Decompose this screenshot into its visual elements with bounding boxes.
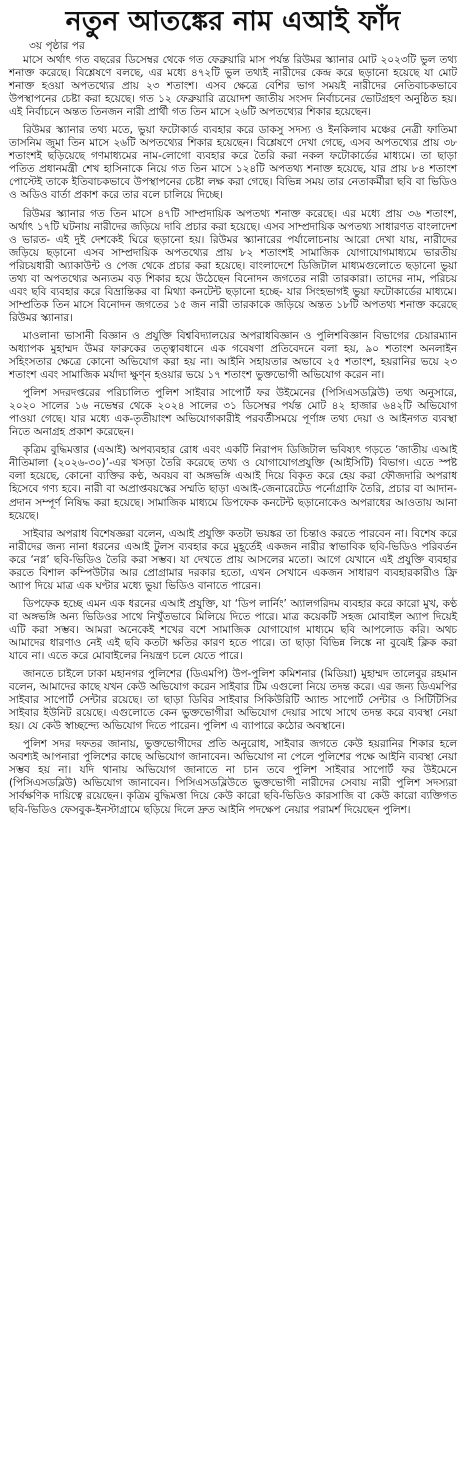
article-paragraph: মাওলানা ভাসানী বিজ্ঞান ও প্রযুক্তি বিশ্ববিদ্যালয়ের অপরাধবিজ্ঞান ও পুলিশবিজ্ঞান বিভাগের চেয়ারম্যান অধ্যাপক মুহাম্মদ উমর ফারুকের তত্ত্বাবধানে এক গবেষণা প্রতিবেদনে বলা হয়, ৯০ শতাংশ অনলাইন সহিংসতার ক্ষেত্রে কোনো অভিযোগ করা হয় না। আইনি সহায়তার অভাবে ২৫ শতাংশ, হয়রানির ভয়ে ২৩ শতাংশ এবং সামাজিক মর্যাদা ক্ষুণ্ন হওয়ার ভয়ে ১৭ শতাংশ ভুক্তভোগী অভিযোগ করেন না। — [9, 329, 457, 382]
article-paragraph: রিউমর স্ক্যানার তথ্য মতে, ভুয়া ফটোকার্ড ব্যবহার করে ডাকসু সদস্য ও ইনকিলাব মঞ্চের নেত্রী ফাতিমা তাসনিম জুমা তিন মাসে ২৬টি অপতথ্যের শিকার হয়েছেন। বিশ্লেষণে দেখা গেছে, এসব অপতথ্যের প্রায় ৩৮ শতাংশই ছড়িয়েছে গণমাধ্যমের নাম-লোগো ব্যবহার করে তৈরি করা নকল ফটোকার্ডের মাধ্যমে। তা ছাড়া পতিত প্রধানমন্ত্রী শেখ হাসিনাকে নিয়ে গত তিন মাসে ১২৪টি অপতথ্য শনাক্ত হয়েছে, যার প্রায় ৮৪ শতাংশ পোস্টেই তাকে ইতিবাচকভাবে উপস্থাপনের চেষ্টা লক্ষ করা গেছে। বিভিন্ন সময় তার নেতাকর্মীরা ছবি বা ভিডিও ও অডিও বার্তা প্রকাশ করে তার বলে চালিয়ে দিচ্ছে। — [9, 124, 457, 202]
article-headline: নতুন আতঙ্কের নাম এআই ফাঁদ — [65, 6, 401, 37]
article-paragraph: ডিপফেক হচ্ছে এমন এক ধরনের এআই প্রযুক্তি, যা ‘ডিপ লার্নিং’ অ্যালগরিদম ব্যবহার করে কারো মুখ, কণ্ঠ বা অঙ্গভঙ্গি অন্য ভিডিওর সাথে নিখুঁতভাবে মিলিয়ে দিতে পারে। মাত্র কয়েকটি সহজ মোবাইল অ্যাপ দিয়েই এটি করা সম্ভব। আমরা অনেকেই শখের বশে সামাজিক যোগাযোগ মাধ্যমে ছবি আপলোড করি। অথচ আমাদের ধারণাও নেই এই ছবি কতটা ক্ষতির কারণ হতে পারে। তা ছাড়া বিভিন্ন লিঙ্কে না বুঝেই ক্লিক করা যাবে না। এতে করে মোবাইলের নিয়ন্ত্রণ চলে যেতে পারে। — [9, 597, 457, 663]
article-paragraph: রিউমর স্ক্যানার গত তিন মাসে ৪৭টি সাম্প্রদায়িক অপতথ্য শনাক্ত করেছে। এর মধ্যে প্রায় ৩৬ শতাংশ, অর্থাৎ ১৭টি ঘটনায় নারীদের জড়িয়ে দাবি প্রচার করা হয়েছে। এসব সাম্প্রদায়িক অপতথ্য সাধারণত বাংলাদেশ ও ভারত- এই দুই দেশকেই ঘিরে ছড়ানো হয়। রিউমর স্ক্যানারের পর্যালোচনায় আরো দেখা যায়, নারীদের জড়িয়ে ছড়ানো এসব সাম্প্রদায়িক অপতথ্যের প্রায় ৮২ শতাংশই সামাজিক যোগাযোগমাধ্যমে ভারতীয় পরিচয়ধারী অ্যাকাউন্ট ও পেজ থেকে প্রচার করা হয়েছে। বাংলাদেশে ডিজিটাল মাধ্যমগুলোতে ছড়ানো ভুয়া তথ্য বা অপতথ্যের অন্যতম বড় শিকার হয়ে উঠেছেন বিনোদন জগতের নারী তারকারা। তাদের নাম, পরিচয় এবং ছবি ব্যবহার করে বিভ্রান্তিকর বা মিথ্যা কনটেন্ট ছড়ানো হচ্ছে- যার সিংহভাগই ভুয়া ফটোকার্ডের মাধ্যমে। সাম্প্রতিক তিন মাসে বিনোদন জগতের ১৫ জন নারী তারকাকে জড়িয়ে অন্তত ১৮টি অপতথ্য শনাক্ত করেছে রিউমর স্ক্যানার। — [9, 207, 457, 324]
article-paragraph: পুলিশ সদর দফতর জানায়, ভুক্তভোগীদের প্রতি অনুরোধ, সাইবার জগতে কেউ হয়রানির শিকার হলে অবশ্যই আপনারা পুলিশের কাছে অভিযোগ জানাবেন। অভিযোগ না পেলে পুলিশের পক্ষে আইনি ব্যবস্থা নেয়া সম্ভব হয় না। যদি থানায় অভিযোগ জানাতে না চান তবে পুলিশ সাইবার সাপোর্ট ফর উইমেনে (পিসিএসডব্লিউ) অভিযোগ জানাবেন। পিসিএসডব্লিউতে ভুক্তভোগী নারীদের সেবায় নারী পুলিশ সদস্যরা সার্বক্ষণিক দায়িত্বে রয়েছেন। কৃত্রিম বুদ্ধিমত্তা দিয়ে কেউ কারো ছবি-ভিডিও কারসাজি বা কেউ কারো ব্যক্তিগত ছবি-ভিডিও ফেসবুক-ইনস্টাগ্রামে ছড়িয়ে দিলে দ্রুত আইনি পদক্ষেপ নেয়ার পরামর্শ দিয়েছেন পুলিশ। — [9, 738, 457, 816]
article-paragraph: পুলিশ সদরদপ্তরের পরিচালিত পুলিশ সাইবার সাপোর্ট ফর উইমেনের (পিসিএসডব্লিউ) তথ্য অনুসারে, ২০২০ সালের ১৬ নভেম্বর থেকে ২০২৪ সালের ৩১ ডিসেম্বর পর্যন্ত মোট ৪২ হাজার ৬৪২টি অভিযোগ পাওয়া গেছে। যার মধ্যে এক-তৃতীয়াংশ অভিযোগকারীই পরবর্তীসময়ে পূর্ণাঙ্গ তথ্য দেয়া ও আইনগত ব্যবস্থা নিতে অনাগ্রহ প্রকাশ করেছেন। — [9, 387, 457, 439]
continued-from-label: ৩য় পৃষ্ঠার পর — [29, 40, 85, 52]
article-body — [9, 54, 457, 817]
article-paragraph: মাসে অর্থাৎ গত বছরের ডিসেম্বর থেকে গত ফেব্রুয়ারি মাস পর্যন্ত রিউমর স্ক্যানার মোট ২০২৩টি ভুল তথ্য শনাক্ত করেছে। বিশ্লেষণে বলছে, এর মধ্যে ৪৭২টি ভুল তথ্যই নারীদের কেন্দ্র করে ছড়ানো হয়েছে যা মোট শনাক্ত হওয়া অপতথ্যের প্রায় ২৩ শতাংশ। এসব ক্ষেত্রে বেশির ভাগ সময়ই নারীদের নেতিবাচকভাবে উপস্থাপনের চেষ্টা করা হয়েছে। গত ১২ ফেব্রুয়ারি ত্রয়োদশ জাতীয় সংসদ নির্বাচনের ভোটগ্রহণ অনুষ্ঠিত হয়। এই নির্বাচনে অন্তত তিনজন নারী প্রার্থী গত তিন মাসে ২৬টি অপতথ্যের শিকার হয়েছেন। — [9, 54, 457, 119]
article-paragraph: সাইবার অপরাধ বিশেষজ্ঞরা বলেন, এআই প্রযুক্তি কতটা ভয়ঙ্কর তা চিন্তাও করতে পারবেন না। বিশেষ করে নারীদের জন্য নানা ধরনের এআই টুলস ব্যবহার করে মুহূর্তেই একজন নারীর স্বাভাবিক ছবি-ভিডিও পরিবর্তন করে ‘নগ্ন’ ছবি-ভিডিও তৈরি করা সম্ভব। যা দেখতে প্রায় আসলের মতো। আগে যেখানে এই প্রযুক্তি ব্যবহার করতে বিশাল কম্পিউটার আর প্রোগ্রামার দরকার হতো, এখন সেখানে একজন সাধারণ ব্যবহারকারীও ফ্রি অ্যাপ দিয়ে মাত্র এক ঘণ্টার মধ্যে ভুয়া ভিডিও বানাতে পারেন। — [9, 527, 457, 592]
article-paragraph: কৃত্রিম বুদ্ধিমত্তার (এআই) অপব্যবহার রোধ এবং একটি নিরাপদ ডিজিটাল ভবিষ্যৎ গড়তে ‘জাতীয় এআই নীতিমালা (২০২৬-৩০)’-এর খসড়া তৈরি করেছে তথ্য ও যোগাযোগপ্রযুক্তি (আইসিটি) বিভাগ। এতে স্পষ্ট বলা হয়েছে, কোনো ব্যক্তির কণ্ঠ, অবয়ব বা অঙ্গভঙ্গি এআই দিয়ে বিকৃত করে হেয় করা ফৌজদারি অপরাধ হিসেবে গণ্য হবে। নারী বা অপ্রাপ্তবয়স্কের সম্মতি ছাড়া এআই-জেনারেটেড পর্নোগ্রাফি তৈরি, প্রচার বা আদান-প্রদান সম্পূর্ণ নিষিদ্ধ করা হয়েছে। সামাজিক মাধ্যমে ডিপফেক কনটেন্ট ছড়ানোকেও অপরাধের আওতায় আনা হয়েছে। — [9, 444, 457, 522]
article-paragraph: জানতে চাইলে ঢাকা মহানগর পুলিশের (ডিএমপি) উপ-পুলিশ কমিশনার (মিডিয়া) মুহাম্মদ তালেবুর রহমান বলেন, আমাদের কাছে যখন কেউ অভিযোগ করেন সাইবার টিম এগুলো নিয়ে তদন্ত করে। এর জন্য ডিএমপির সাইবার সাপোর্ট সেন্টার রয়েছে। তা ছাড়া ডিবির সাইবার সিকিউরিটি অ্যান্ড সাপোর্ট সেন্টার ও সিটিটিসির সাইবার ইউনিট রয়েছে। এগুলোতে কেন ভুক্তভোগীরা অভিযোগ দেয়ার সাথে সাথে তদন্ত করে ব্যবস্থা নেয়া হয়। যে কেউ স্বাচ্ছন্দ্যে অভিযোগ দিতে পারেন। পুলিশ এ ব্যাপারে কঠোর অবস্থানে। — [9, 668, 457, 733]
